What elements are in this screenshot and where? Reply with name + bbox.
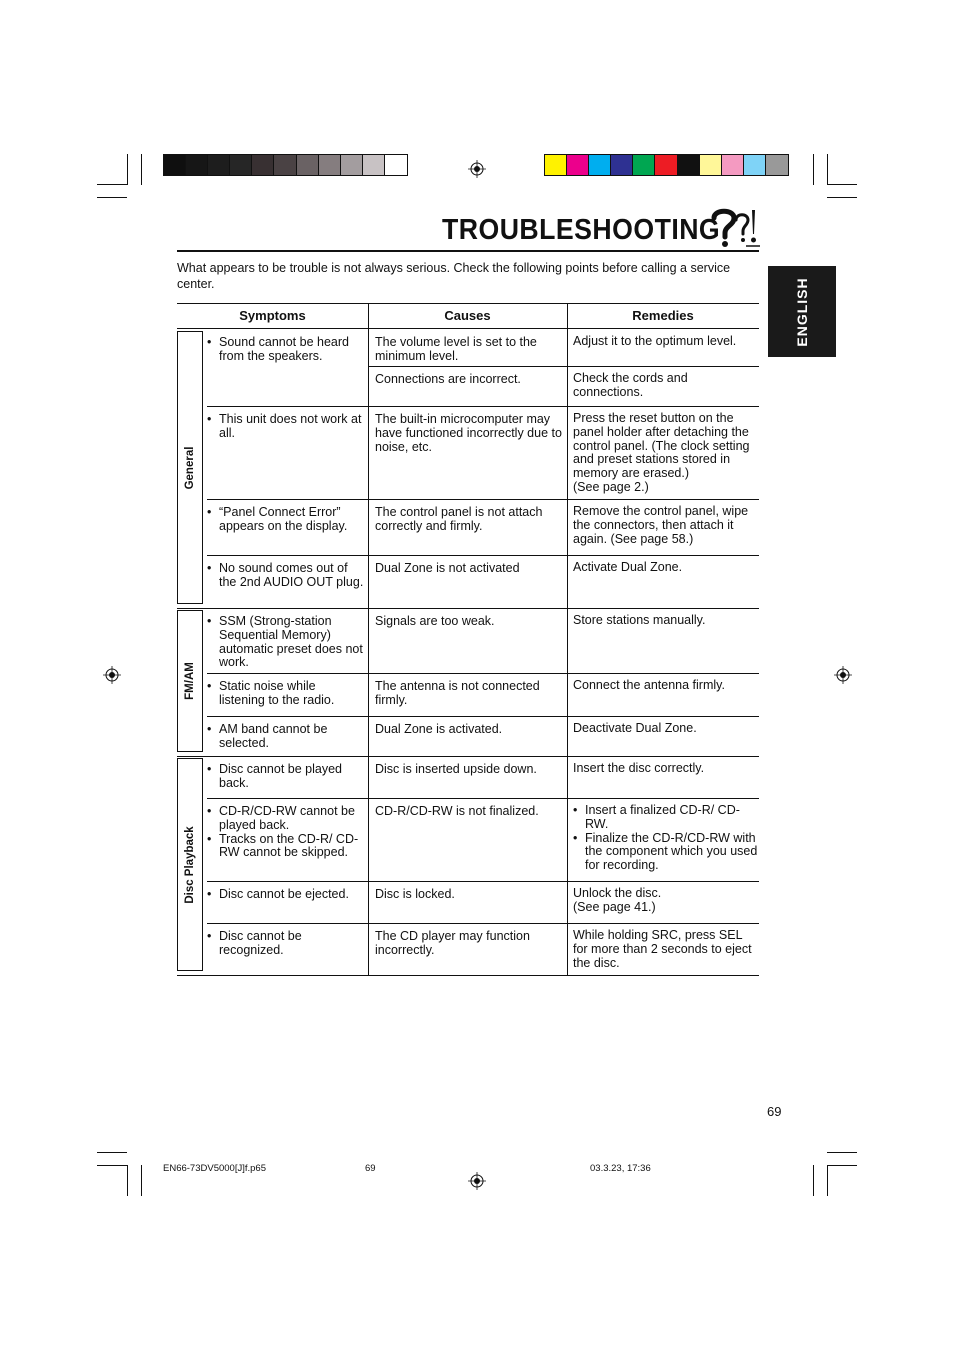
- bullet-dot: •: [573, 803, 578, 817]
- table-rule: [207, 923, 759, 924]
- remedy-line: Remove the control panel, wipe the connectors, then attach it again. (See page 58.): [573, 504, 749, 546]
- symptom-cell: [207, 805, 364, 860]
- symptom-item: [207, 413, 364, 441]
- registration-mark-icon: [468, 160, 486, 178]
- remedy-line: Check the cords and connections.: [573, 371, 688, 399]
- bullet-dot: •: [207, 561, 212, 575]
- grayscale-calibration-bar: [163, 154, 408, 176]
- color-calibration-bar: [544, 154, 789, 176]
- symptom-cell: [207, 888, 364, 902]
- calibration-swatch: [341, 155, 363, 175]
- bullet-text: “Panel Connect Error” appears on the display.: [219, 505, 348, 533]
- bullet-dot: •: [207, 831, 212, 846]
- remedy-line: (See page 2.): [573, 479, 649, 494]
- cause-cell: CD-R/CD-RW is not finalized.: [375, 804, 539, 818]
- question-exclamation-icon: [708, 206, 760, 248]
- bullet-text: Disc cannot be ejected.: [219, 887, 349, 901]
- bullet-dot: •: [207, 679, 212, 693]
- table-rule: [207, 406, 759, 407]
- bullet-text: Static noise while listening to the radio.: [219, 679, 335, 707]
- symptom-item: [207, 680, 364, 708]
- cause-cell: The CD player may function incorrectly.: [375, 929, 530, 957]
- bullet-dot: •: [207, 887, 212, 901]
- remedy-cell: [573, 614, 759, 628]
- calibration-swatch: [678, 155, 700, 175]
- bullet-dot: •: [207, 505, 212, 519]
- bullet-text: Disc cannot be played back.: [219, 762, 342, 790]
- calibration-swatch: [722, 155, 744, 175]
- table-rule: [177, 975, 759, 976]
- calibration-swatch: [164, 155, 186, 175]
- column-header-remedies: Remedies: [632, 308, 694, 323]
- bullet-text: Tracks on the CD-R/ CD-RW cannot be skipped.: [219, 831, 359, 860]
- group-label-box: [177, 331, 203, 604]
- calibration-swatch: [385, 155, 407, 175]
- cause-cell: The built-in microcomputer may have functioned incorrectly due to noise, etc.: [375, 412, 562, 454]
- remedy-item: [573, 832, 759, 873]
- calibration-swatch: [766, 155, 788, 175]
- cause-cell: Disc is inserted upside down.: [375, 762, 537, 776]
- footer-filename: EN66-73DV5000[J]f.p65: [163, 1163, 266, 1174]
- bullet-dot: •: [207, 335, 212, 349]
- symptom-item: [207, 763, 364, 791]
- symptom-item: [207, 833, 364, 861]
- remedy-line: Deactivate Dual Zone.: [573, 721, 697, 735]
- calibration-swatch: [700, 155, 722, 175]
- calibration-swatch: [297, 155, 319, 175]
- remedy-line: While holding SRC, press SEL for more than 2 seconds to eject the disc.: [573, 928, 752, 970]
- calibration-swatch: [545, 155, 567, 175]
- cause-cell: The antenna is not connected firmly.: [375, 679, 540, 707]
- remedy-cell: [573, 505, 759, 546]
- remedy-line: Insert the disc correctly.: [573, 761, 705, 775]
- cause-cell: Connections are incorrect.: [375, 372, 521, 386]
- footer-timestamp: 03.3.23, 17:36: [590, 1163, 651, 1174]
- bullet-dot: •: [573, 830, 578, 845]
- table-rule: [207, 881, 759, 882]
- remedy-cell: [573, 561, 759, 575]
- calibration-swatch: [208, 155, 230, 175]
- cause-cell: The control panel is not attach correctly and firmly.: [375, 505, 543, 533]
- remedy-cell: [573, 679, 759, 693]
- bullet-text: Finalize the CD-R/CD-RW with the component which you used for recording.: [585, 830, 758, 873]
- table-rule: [207, 716, 759, 717]
- remedy-line: (See page 41.): [573, 899, 656, 914]
- symptom-item: [207, 336, 364, 364]
- language-tab-label: ENGLISH: [794, 276, 810, 347]
- calibration-swatch: [589, 155, 611, 175]
- remedy-item: [573, 804, 759, 832]
- page-number: 69: [767, 1104, 782, 1119]
- cause-cell: Signals are too weak.: [375, 614, 495, 628]
- table-rule: [368, 366, 759, 367]
- calibration-swatch: [611, 155, 633, 175]
- column-header-symptoms: Symptoms: [239, 308, 306, 323]
- remedy-cell: [573, 929, 759, 970]
- symptom-item: [207, 888, 364, 902]
- remedy-line: Activate Dual Zone.: [573, 560, 683, 574]
- remedy-line: Store stations manually.: [573, 613, 706, 627]
- page-title: TROUBLESHOOTING: [442, 214, 721, 246]
- bullet-text: AM band cannot be selected.: [219, 722, 328, 750]
- bullet-text: CD-R/CD-RW cannot be played back.: [219, 804, 355, 832]
- cause-cell: Dual Zone is not activated: [375, 561, 520, 575]
- bullet-text: Insert a finalized CD-R/ CD-RW.: [585, 803, 740, 831]
- remedy-line: Connect the antenna firmly.: [573, 678, 725, 692]
- group-label: General: [184, 446, 196, 489]
- symptom-item: [207, 805, 364, 833]
- table-rule: [177, 608, 759, 609]
- bullet-text: No sound comes out of the 2nd AUDIO OUT plug.: [219, 561, 364, 589]
- cause-cell: Dual Zone is activated.: [375, 722, 503, 736]
- symptom-cell: [207, 723, 364, 751]
- remedy-cell: [573, 372, 759, 400]
- bullet-text: Sound cannot be heard from the speakers.: [219, 335, 349, 363]
- cause-cell: The volume level is set to the minimum level.: [375, 335, 537, 363]
- cause-cell: Disc is locked.: [375, 887, 455, 901]
- remedy-cell: [573, 412, 759, 495]
- group-label: Disc Playback: [184, 825, 196, 904]
- table-rule: [207, 499, 759, 500]
- remedy-cell: [573, 335, 759, 349]
- group-label-box: [177, 758, 203, 971]
- title-rule: [177, 250, 759, 252]
- table-rule: [207, 798, 759, 799]
- bullet-dot: •: [207, 804, 212, 818]
- bullet-text: SSM (Strong-station Sequential Memory) automatic preset does not work.: [219, 614, 363, 670]
- calibration-swatch: [655, 155, 677, 175]
- bullet-dot: •: [207, 722, 212, 736]
- calibration-swatch: [319, 155, 341, 175]
- calibration-swatch: [633, 155, 655, 175]
- symptom-cell: [207, 930, 364, 958]
- remedy-line: Unlock the disc.: [573, 886, 662, 900]
- symptom-cell: [207, 763, 364, 791]
- remedy-cell: [573, 762, 759, 776]
- calibration-swatch: [744, 155, 766, 175]
- calibration-swatch: [363, 155, 385, 175]
- language-tab: [768, 266, 836, 357]
- symptom-item: [207, 723, 364, 751]
- registration-mark-icon: [834, 666, 852, 684]
- symptom-cell: [207, 562, 364, 590]
- group-label: FM/AM: [184, 662, 196, 700]
- group-label-box: [177, 610, 203, 752]
- remedy-cell: [573, 887, 759, 915]
- registration-mark-icon: [468, 1172, 486, 1190]
- symptom-cell: [207, 413, 364, 441]
- bullet-text: Disc cannot be recognized.: [219, 929, 302, 957]
- bullet-text: This unit does not work at all.: [219, 412, 362, 440]
- bullet-dot: •: [207, 762, 212, 776]
- symptom-item: [207, 615, 364, 670]
- remedy-cell: [573, 804, 759, 873]
- symptom-item: [207, 562, 364, 590]
- calibration-swatch: [186, 155, 208, 175]
- symptom-cell: [207, 336, 364, 364]
- table-rule: [207, 673, 759, 674]
- column-header-causes: Causes: [444, 308, 491, 323]
- calibration-swatch: [274, 155, 296, 175]
- bullet-dot: •: [207, 929, 212, 943]
- remedy-line: Adjust it to the optimum level.: [573, 334, 737, 348]
- registration-mark-icon: [103, 666, 121, 684]
- table-rule: [368, 303, 369, 975]
- calibration-swatch: [230, 155, 252, 175]
- bullet-dot: •: [207, 614, 212, 628]
- symptom-item: [207, 506, 364, 534]
- table-rule: [207, 555, 759, 556]
- calibration-swatch: [567, 155, 589, 175]
- remedy-cell: [573, 722, 759, 736]
- symptom-cell: [207, 506, 364, 534]
- bullet-dot: •: [207, 412, 212, 426]
- table-header: [177, 303, 759, 329]
- intro-text: What appears to be trouble is not always serious. Check the following points before calling a service center.: [177, 261, 731, 291]
- table-rule: [567, 303, 568, 975]
- table-rule: [177, 756, 759, 757]
- symptom-cell: [207, 680, 364, 708]
- remedy-line: Press the reset button on the panel holder after detaching the control panel. (The clock setting and preset stations stored in memory are erased.): [573, 411, 750, 481]
- symptom-item: [207, 930, 364, 958]
- footer-page: 69: [365, 1163, 376, 1174]
- calibration-swatch: [252, 155, 274, 175]
- symptom-cell: [207, 615, 364, 670]
